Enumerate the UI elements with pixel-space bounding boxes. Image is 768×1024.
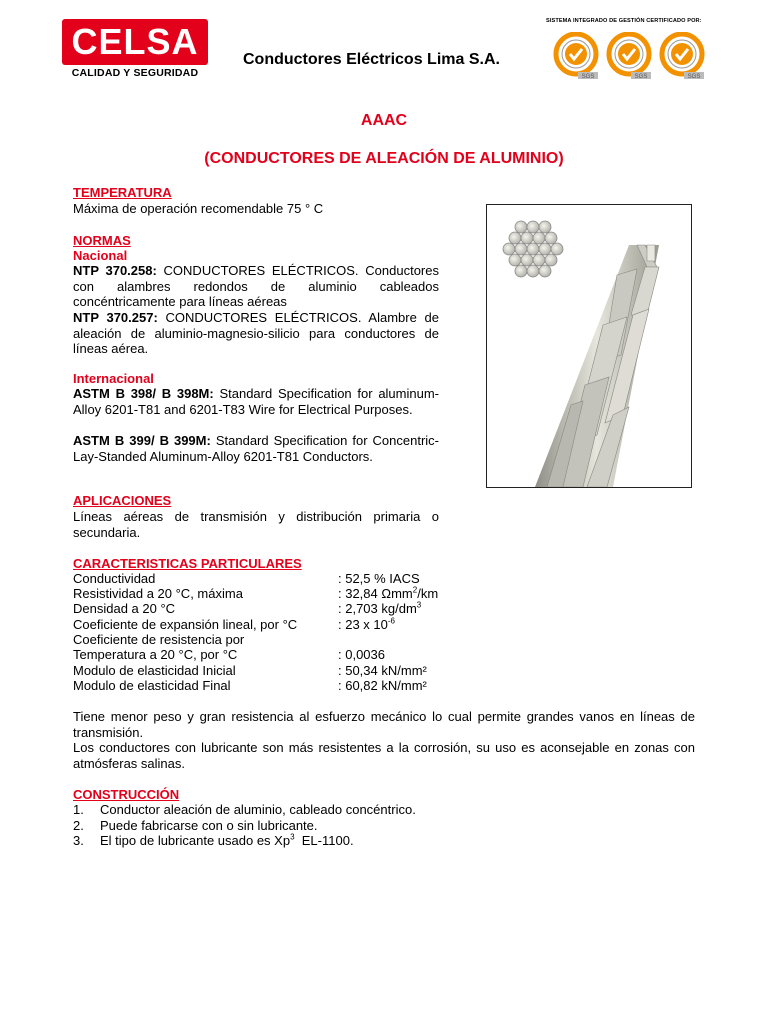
spec-value: [338, 617, 395, 633]
spec-label: Resistividad a 20 °C, máxima: [73, 586, 243, 601]
norma-description: Standard Specification for aluminum-Alloy 6201-T81 and 6201-T83 Wire for Electrical Purposes.: [73, 386, 439, 417]
logo-red-box: [62, 19, 208, 65]
logo-wordmark: CELSA: [71, 21, 199, 62]
spec-value-sup: 2: [412, 585, 418, 595]
list-item: Conductor aleación de aluminio, cableado concéntrico.: [100, 802, 416, 817]
normas-internacional-label: Internacional: [73, 371, 154, 386]
section-heading-aplicaciones: APLICACIONES: [73, 493, 172, 508]
sgs-cert-seal-icon: [605, 32, 653, 80]
product-title: AAAC: [360, 112, 408, 129]
norma-ntp-370257: [73, 310, 439, 357]
temperatura-text: Máxima de operación recomendable 75 ° C: [73, 201, 324, 216]
spec-value: : 0,0036: [338, 647, 385, 662]
section-heading-temperatura: TEMPERATURA: [73, 185, 172, 200]
aplicaciones-text: Líneas aéreas de transmisión y distribución primaria o secundaria.: [73, 509, 439, 540]
conductor-cable-image: [486, 204, 692, 488]
section-heading-construccion: CONSTRUCCIÓN: [73, 787, 180, 802]
logo-tagline: CALIDAD Y SEGURIDAD: [71, 67, 199, 79]
caracteristicas-note-1: Tiene menor peso y gran resistencia al esfuerzo mecánico lo cual permite grandes vanos en líneas de transmisión.: [73, 709, 695, 740]
norma-code: NTP 370.258:: [73, 263, 157, 278]
normas-nacional-label: Nacional: [73, 248, 128, 263]
spec-label: Densidad a 20 °C: [73, 601, 176, 616]
sgs-label: SGS: [634, 74, 648, 80]
section-heading-normas: NORMAS: [73, 233, 131, 248]
list-item-number: 3.: [73, 833, 84, 848]
spec-value-unit: /km: [417, 586, 439, 601]
cable-illustration: [487, 205, 691, 487]
spec-value: [338, 601, 421, 617]
norma-ntp-370258: [73, 263, 439, 310]
spec-label: Modulo de elasticidad Inicial: [73, 663, 236, 678]
spec-value: : 52,5 % IACS: [338, 571, 420, 586]
spec-value-sup: -6: [387, 616, 395, 626]
spec-label: Temperatura a 20 °C, por °C: [73, 647, 238, 662]
norma-description: CONDUCTORES ELÉCTRICOS. Alambre de aleación de aluminio-magnesio-silicio para conductores de líneas aérea.: [73, 310, 439, 356]
spec-value: : 50,34 kN/mm²: [338, 663, 427, 678]
sgs-label: SGS: [687, 74, 701, 80]
sgs-cert-seal-icon: [552, 32, 600, 80]
norma-description: CONDUCTORES ELÉCTRICOS. Conductores con alambres redondos de aluminio cableados concéntricamente para líneas aéreas: [73, 263, 439, 309]
list-item-number: 1.: [73, 802, 84, 817]
spec-value-main: : 2,703 kg/dm: [338, 601, 417, 616]
caracteristicas-note-2: Los conductores con lubricante son más resistentes a la corrosión, su uso es aconsejable en zonas con atmósferas salinas.: [73, 740, 695, 771]
sgs-label: SGS: [581, 74, 595, 80]
spec-value-main: : 32,84 Ωmm: [338, 586, 413, 601]
list-item-tail: EL-1100.: [294, 833, 354, 848]
list-item: Puede fabricarse con o sin lubricante.: [100, 818, 318, 833]
norma-code: ASTM B 398/ B 398M:: [73, 386, 214, 401]
product-subtitle: (CONDUCTORES DE ALEACIÓN DE ALUMINIO): [204, 150, 564, 167]
norma-code: ASTM B 399/ B 399M:: [73, 433, 211, 448]
spec-label: Modulo de elasticidad Final: [73, 678, 231, 693]
celsa-logo: [62, 19, 208, 81]
spec-value: [338, 586, 438, 602]
company-name: Conductores Eléctricos Lima S.A.: [243, 51, 500, 68]
norma-code: NTP 370.257:: [73, 310, 158, 325]
norma-description: Standard Specification for Concentric-Lay-Standed Aluminum-Alloy 6201-T81 Conductors.: [73, 433, 440, 464]
list-item-number: 2.: [73, 818, 84, 833]
cable-strands: [535, 245, 659, 487]
certification-caption: SISTEMA INTEGRADO DE GESTIÓN CERTIFICADO POR:: [546, 18, 702, 24]
spec-value-sup: 3: [416, 600, 422, 610]
sgs-cert-seal-icon: [658, 32, 706, 80]
spec-label: Coeficiente de expansión lineal, por °C: [73, 617, 298, 632]
cross-section-icon: [503, 221, 563, 277]
list-item-sup: 3: [290, 832, 295, 842]
spec-value-main: : 23 x 10: [338, 617, 388, 632]
spec-value: : 60,82 kN/mm²: [338, 678, 427, 693]
spec-label: Conductividad: [73, 571, 156, 586]
list-item-text: El tipo de lubricante usado es Xp: [100, 833, 291, 848]
norma-astm-b399: [73, 433, 439, 464]
spec-label: Coeficiente de resistencia por: [73, 632, 245, 647]
section-heading-caracteristicas: CARACTERISTICAS PARTICULARES: [73, 556, 302, 571]
norma-astm-b398: [73, 386, 439, 417]
list-item: [100, 833, 354, 849]
